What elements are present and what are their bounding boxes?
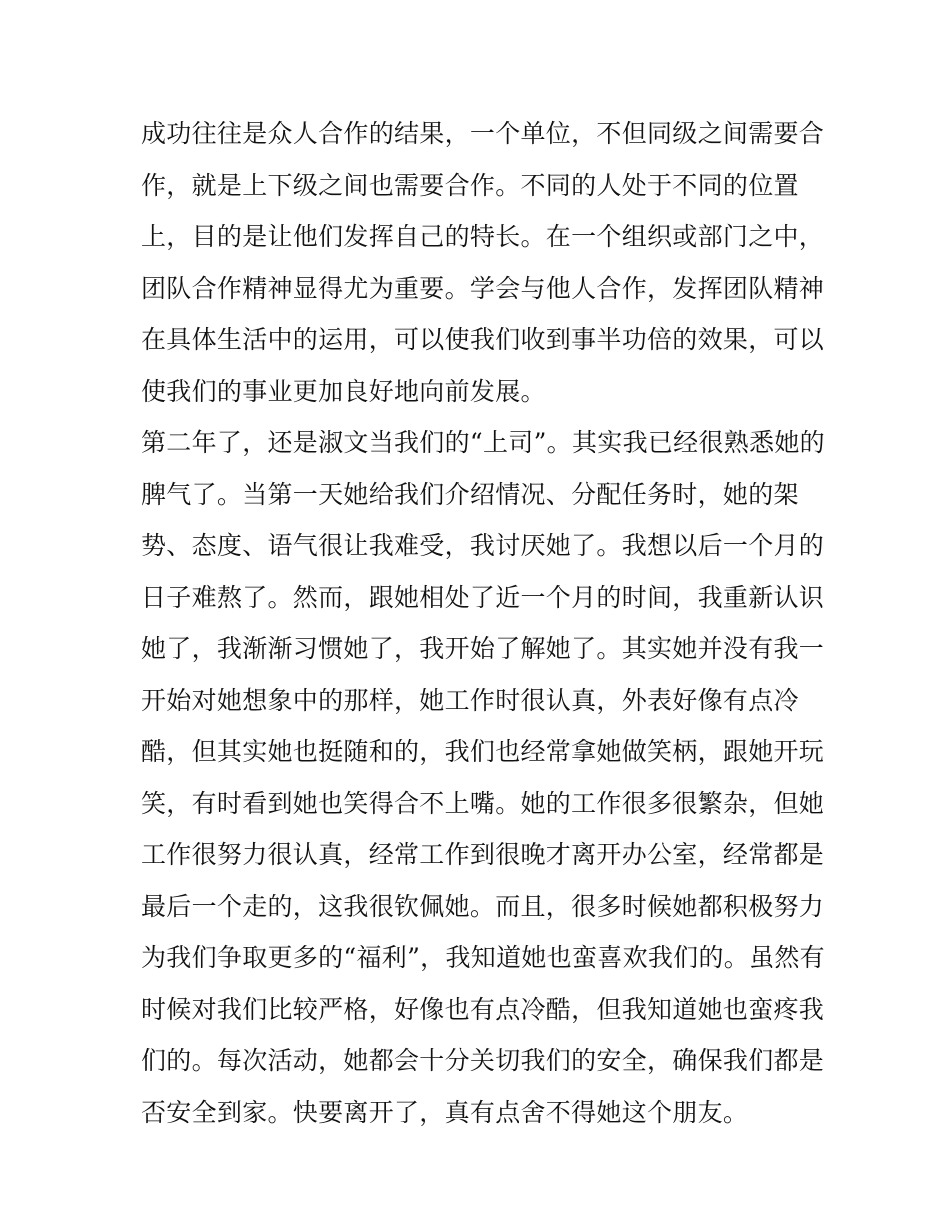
text-line: 第二年了，还是淑文当我们的“上司”。其实我已经很熟悉她的: [141, 428, 825, 457]
text-line: 为我们争取更多的“福利”，我知道她也蛮喜欢我们的。虽然有: [141, 943, 825, 972]
text-line: 笑，有时看到她也笑得合不上嘴。她的工作很多很繁杂，但她: [141, 788, 825, 818]
text-line: 上，目的是让他们发挥自己的特长。在一个组织或部门之中，: [141, 222, 825, 251]
text-line: 开始对她想象中的那样，她工作时很认真，外表好像有点冷: [141, 685, 799, 715]
text-line: 酷，但其实她也挺随和的，我们也经常拿她做笑柄，跟她开玩: [141, 737, 825, 766]
document-body: [141, 108, 825, 1138]
text-line: 势、态度、语气很让我难受，我讨厌她了。我想以后一个月的: [141, 531, 825, 560]
text-line: 们的。每次活动，她都会十分关切我们的安全，确保我们都是: [141, 1046, 825, 1075]
text-line: 脾气了。当第一天她给我们介绍情况、分配任务时，她的架: [141, 479, 799, 509]
paragraph-supervisor: [141, 417, 825, 1138]
text-line: 成功往往是众人合作的结果，一个单位，不但同级之间需要合: [141, 119, 825, 148]
text-line: 否安全到家。快要离开了，真有点舍不得她这个朋友。: [141, 1097, 749, 1127]
paragraph-teamwork: [141, 108, 825, 417]
text-line: 在具体生活中的运用，可以使我们收到事半功倍的效果，可以: [141, 325, 825, 354]
text-line: 最后一个走的，这我很钦佩她。而且，很多时候她都积极努力: [141, 891, 825, 921]
text-line: 时候对我们比较严格，好像也有点冷酷，但我知道她也蛮疼我: [141, 994, 825, 1024]
text-line: 作，就是上下级之间也需要合作。不同的人处于不同的位置: [141, 170, 799, 200]
text-line: 团队合作精神显得尤为重要。学会与他人合作，发挥团队精神: [141, 273, 825, 303]
text-line: 工作很努力很认真，经常工作到很晚才离开办公室，经常都是: [141, 840, 825, 869]
text-line: 她了，我渐渐习惯她了，我开始了解她了。其实她并没有我一: [141, 634, 825, 663]
text-line: 日子难熬了。然而，跟她相处了近一个月的时间，我重新认识: [141, 582, 825, 612]
text-line: 使我们的事业更加良好地向前发展。: [141, 376, 546, 406]
